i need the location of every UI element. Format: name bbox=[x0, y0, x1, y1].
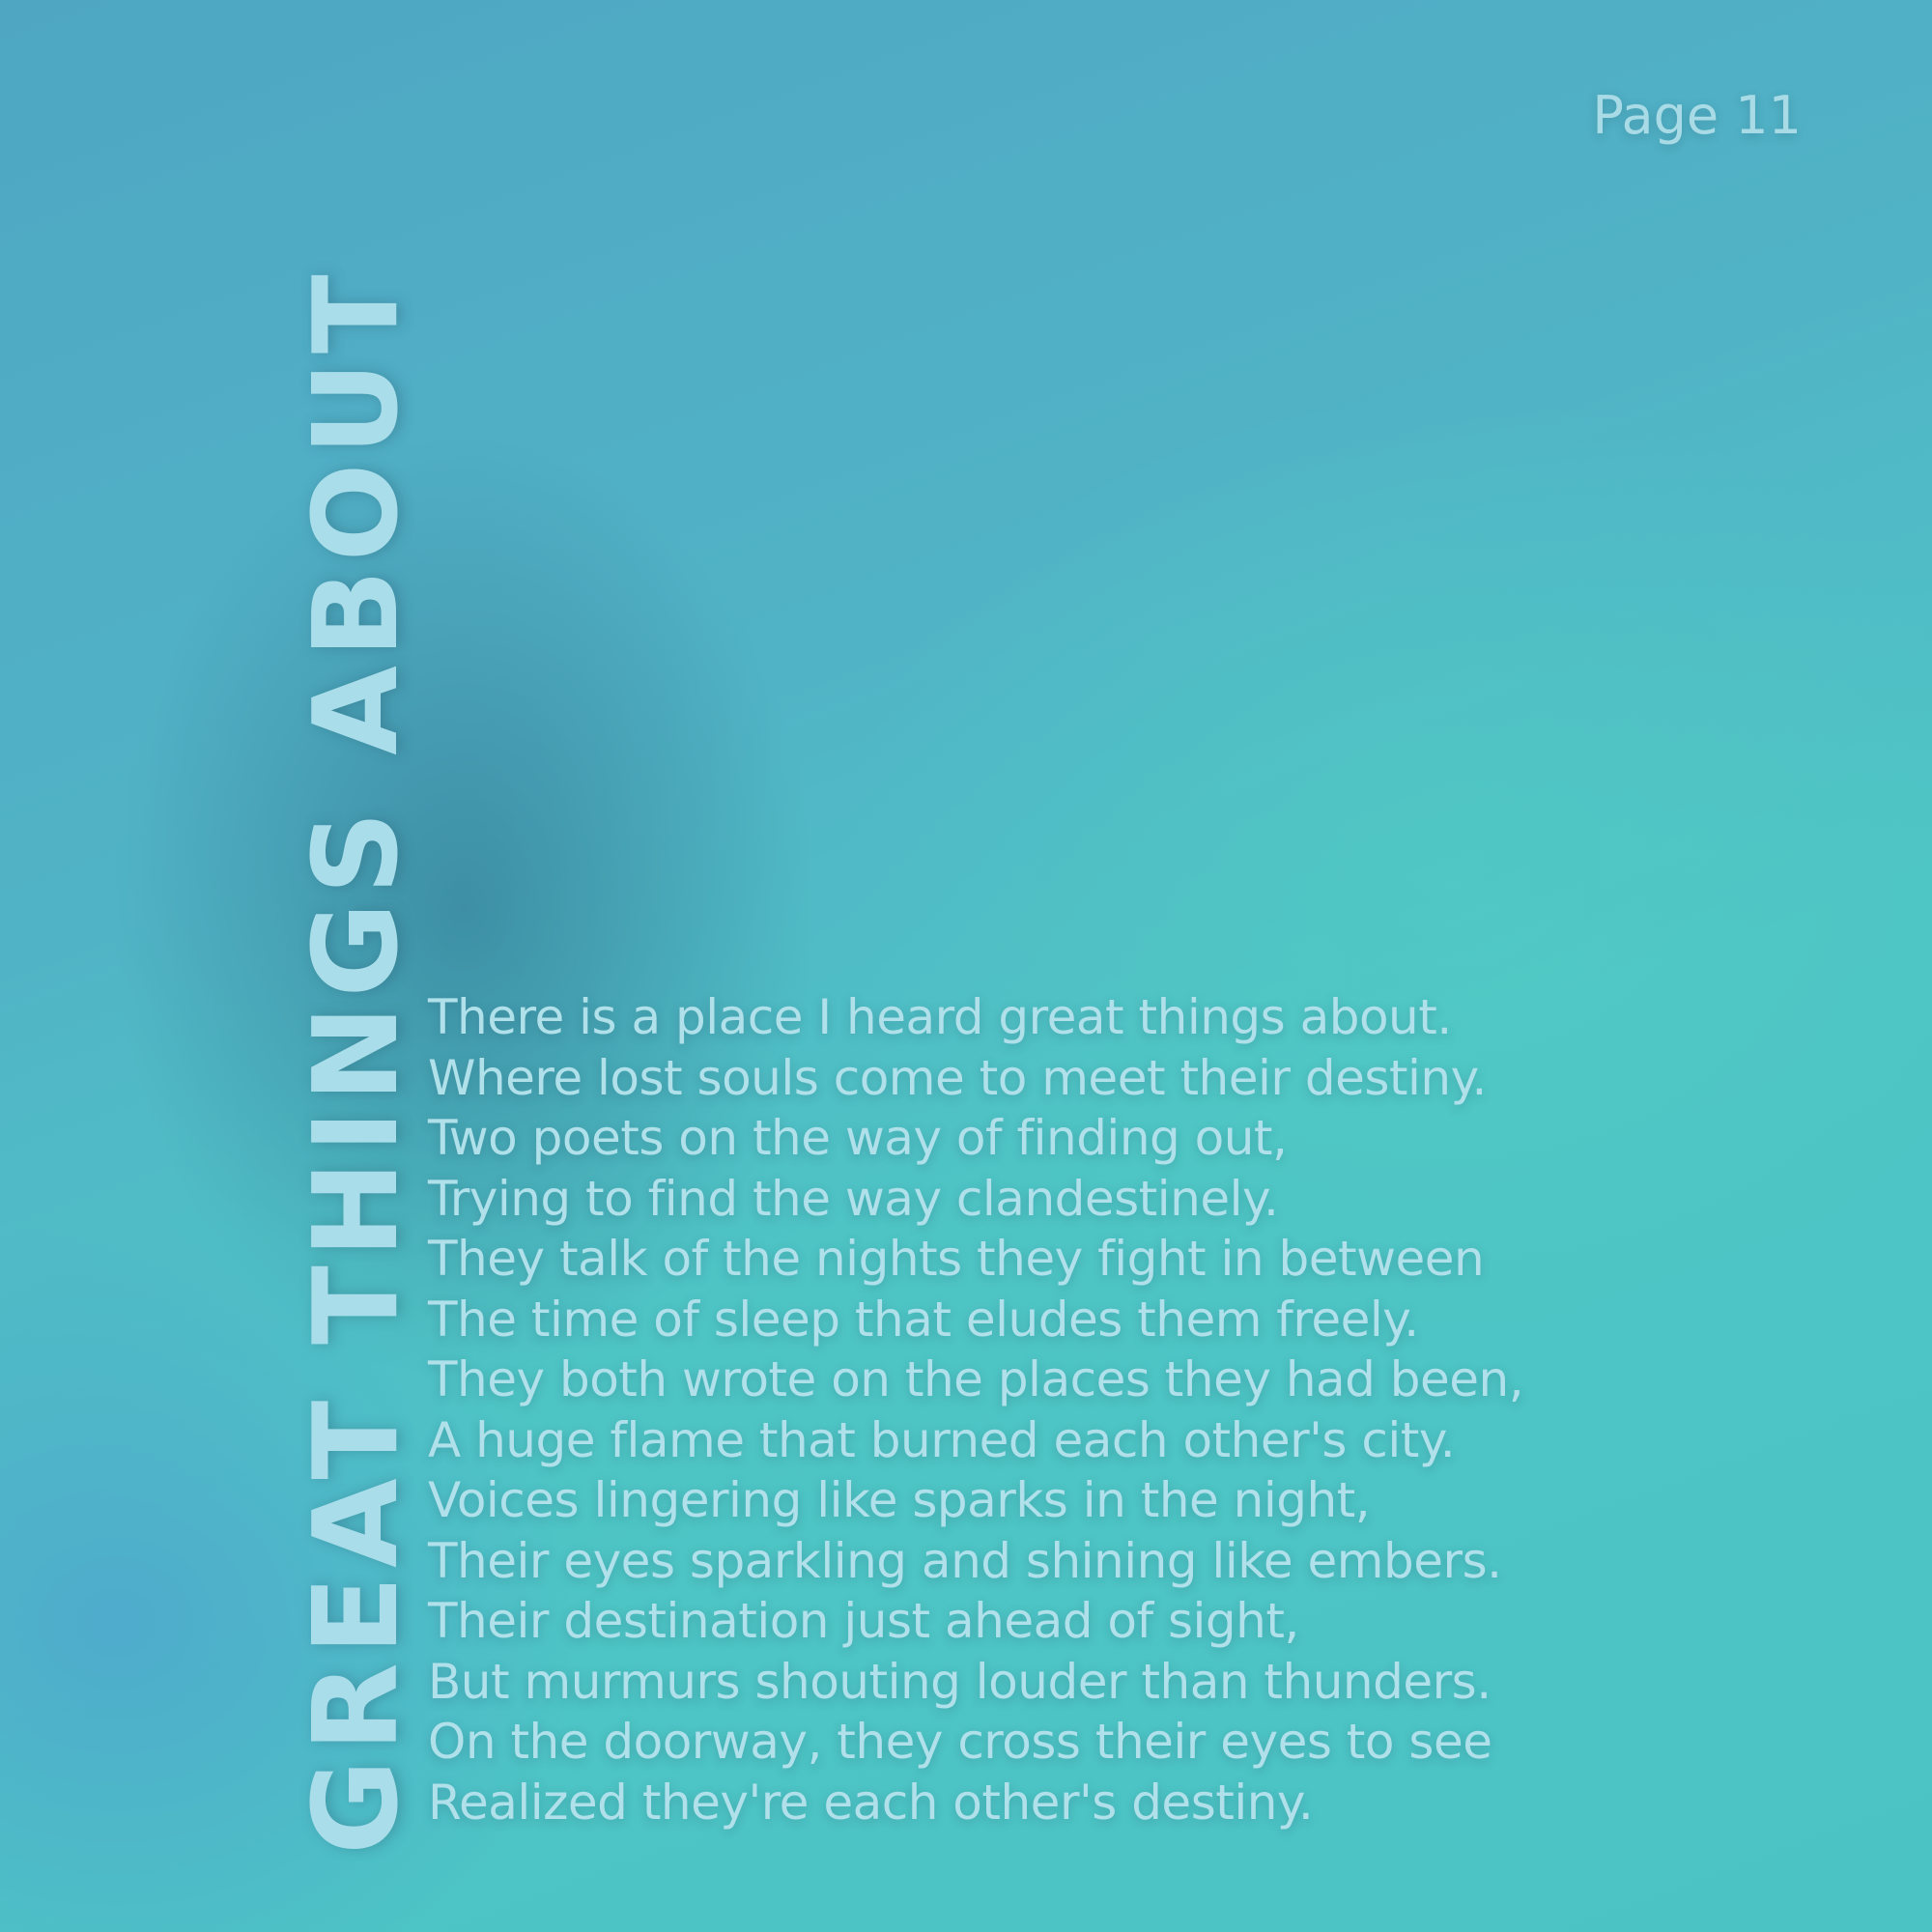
poem-line: Two poets on the way of finding out, bbox=[428, 1110, 1288, 1166]
poem-line: There is a place I heard great things about. bbox=[428, 989, 1452, 1045]
poem-line: Their destination just ahead of sight, bbox=[428, 1593, 1299, 1649]
page-number: Page 11 bbox=[1592, 85, 1802, 146]
poem-line: A huge flame that burned each other's city. bbox=[428, 1411, 1456, 1468]
poem-line: But murmurs shouting louder than thunders. bbox=[428, 1653, 1492, 1710]
vertical-title: GREAT THINGS ABOUT bbox=[290, 267, 424, 1855]
poem-body bbox=[428, 987, 1523, 1833]
poem-line: Their eyes sparkling and shining like embers. bbox=[428, 1532, 1502, 1589]
poem-line: Realized they're each other's destiny. bbox=[428, 1774, 1314, 1831]
poem-line: On the doorway, they cross their eyes to see bbox=[428, 1714, 1492, 1770]
poem-line: The time of sleep that eludes them freely. bbox=[428, 1291, 1419, 1348]
poem-line: Where lost souls come to meet their destiny. bbox=[428, 1049, 1487, 1106]
poem-line: Voices lingering like sparks in the night, bbox=[428, 1472, 1371, 1528]
poem-line: Trying to find the way clandestinely. bbox=[428, 1170, 1279, 1227]
poem-line: They talk of the nights they fight in between bbox=[428, 1231, 1485, 1287]
poem-line: They both wrote on the places they had been, bbox=[428, 1351, 1524, 1407]
